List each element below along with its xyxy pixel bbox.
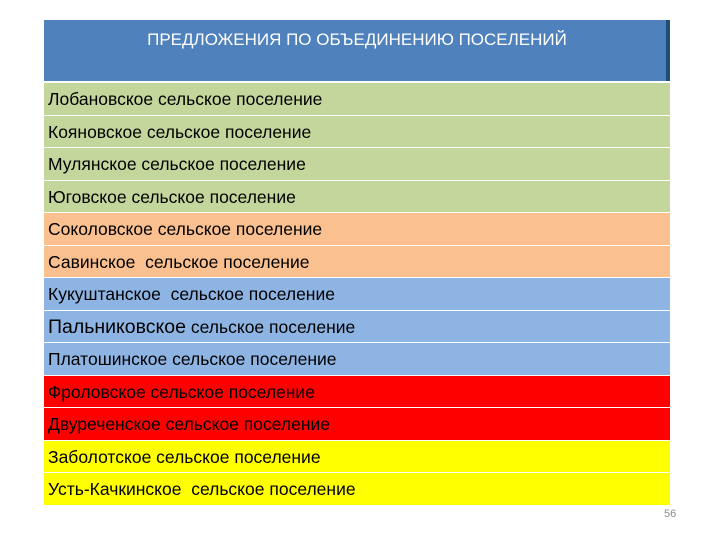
row-label: Фроловское сельское поселение	[48, 381, 315, 402]
table-row	[44, 343, 670, 376]
row-label: Юговское сельское поселение	[48, 186, 296, 207]
row-label: сельское поселение	[186, 316, 356, 337]
table-row	[44, 246, 670, 279]
table-row	[44, 83, 670, 116]
table-row	[44, 473, 670, 506]
settlements-table	[44, 20, 670, 506]
table-row	[44, 116, 670, 149]
row-label: Кояновское сельское поселение	[48, 121, 312, 142]
row-label: Мулянское сельское поселение	[48, 154, 306, 174]
table-row	[44, 278, 670, 311]
table-row	[44, 311, 670, 344]
table-row	[44, 148, 670, 181]
table-row	[44, 213, 670, 246]
row-label: Савинское сельское поселение	[48, 251, 310, 272]
table-row	[44, 408, 670, 441]
row-label-emphasis: Пальниковское	[48, 315, 186, 338]
row-label: Соколовское сельское поселение	[48, 219, 323, 239]
table-row	[44, 376, 670, 409]
table-title: ПРЕДЛОЖЕНИЯ ПО ОБЪЕДИНЕНИЮ ПОСЕЛЕНИЙ	[147, 30, 567, 49]
header-shade	[666, 20, 670, 81]
row-label: Кукуштанское сельское поселение	[48, 284, 335, 304]
page-number: 56	[664, 508, 677, 520]
table-header	[44, 20, 670, 83]
table-rows	[44, 83, 670, 506]
row-label: Заболотское сельское поселение	[48, 446, 321, 467]
table-row	[44, 441, 670, 474]
table-row	[44, 181, 670, 214]
row-label: Лобановское сельское поселение	[48, 89, 323, 109]
row-label: Усть-Качкинское сельское поселение	[48, 479, 356, 499]
row-label: Платошинское сельское поселение	[48, 349, 337, 369]
row-label: Двуреченское сельское поселение	[48, 414, 331, 434]
